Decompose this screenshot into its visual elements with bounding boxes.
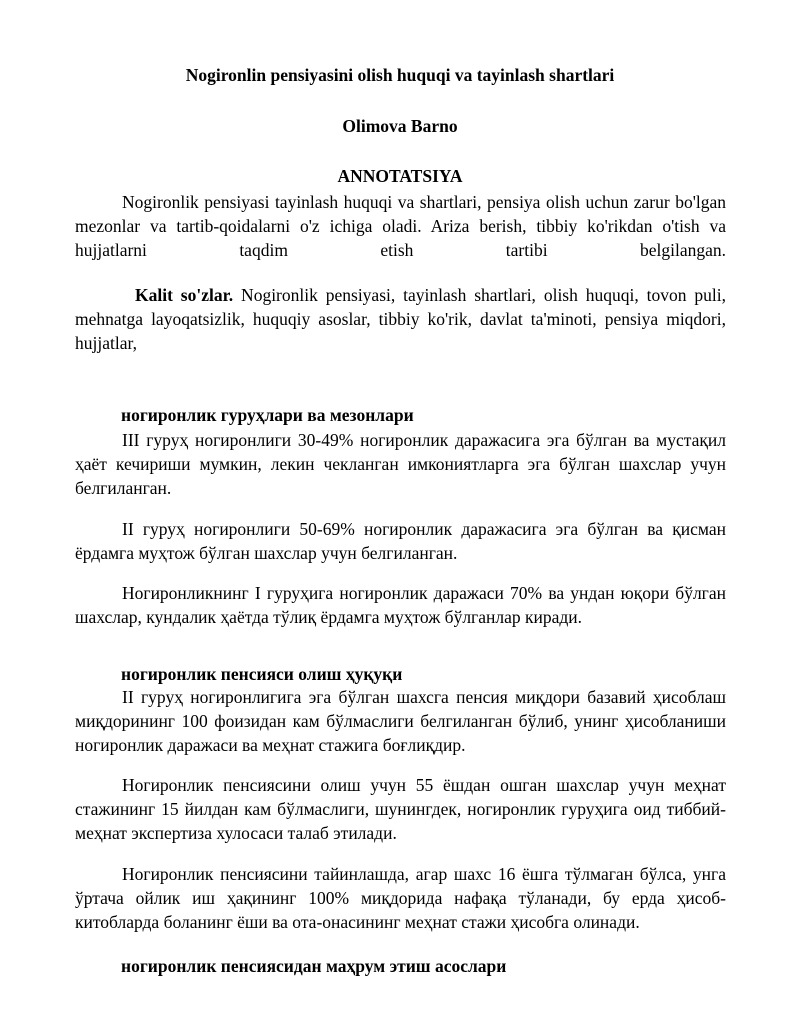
section-heading: ногиронлик гуруҳлари ва мезонлари — [121, 405, 414, 425]
author-name: Olimova Barno — [342, 116, 458, 136]
document-title: Nogironlin pensiyasini olish huquqi va tayinlash shartlari — [185, 65, 615, 85]
section-paragraph: II гуруҳ ногиронлиги 50-69% ногиронлик даражасига эга бўлган ва қисман ёрдамга муҳтож бўлган шахслар учун белгиланган. — [75, 519, 726, 563]
section-heading: ногиронлик пенсиясидан маҳрум этиш асослари — [121, 956, 507, 976]
section-heading: ногиронлик пенсияси олиш ҳуқуқи — [121, 664, 403, 684]
annotation-heading: ANNOTATSIYA — [337, 166, 463, 186]
section-paragraph: Ногиронлик пенсиясини тайинлашда, агар шахс 16 ёшга тўлмаган бўлса, унга ўртача ойлик иш ҳақининг 100% миқдорида нафақа тўланади, бу ерда ҳисоб-китобларда боланинг ёши ва ота-онасининг меҳнат стажи ҳисобга олинади. — [75, 864, 726, 932]
section-paragraph: II гуруҳ ногиронлигига эга бўлган шахсга пенсия миқдори базавий ҳисоблаш миқдорининг 100 фоизидан кам бўлмаслиги белгиланган бўлиб, унинг ҳисобланиши ногиронлик даражаси ва меҳнат стажига боғлиқдир. — [75, 687, 726, 755]
keywords-text: Nogironlik pensiyasi, tayinlash shartlari, olish huquqi, tovon puli, mehnatga layoqatsizlik, huquqiy asoslar, tibbiy ko'rik, davlat ta'minoti, pensiya miqdori, hujjatlar, — [75, 285, 726, 353]
section-paragraph: Ногиронликнинг I гуруҳига ногиронлик даражаси 70% ва ундан юқори бўлган шахслар, кундалик ҳаётда тўлиқ ёрдамга муҳтож бўлганлар киради. — [75, 583, 726, 627]
keywords-label: Kalit so'zlar. — [135, 285, 234, 305]
keywords-paragraph — [75, 283, 726, 355]
annotation-text: Nogironlik pensiyasi tayinlash huquqi va shartlari, pensiya olish uchun zarur bo'lgan mezonlar va tartib-qoidalarni o'z ichiga oladi. Ariza berish, tibbiy ko'rikdan o'tish va hujjatlarni taqdim etish tartibi belgilangan. — [75, 192, 726, 260]
section-paragraph: III гуруҳ ногиронлиги 30-49% ногиронлик даражасига эга бўлган ва мустақил ҳаёт кечириши мумкин, лекин чекланган имкониятларга эга бўлган шахслар учун белгиланган. — [75, 430, 726, 498]
section-paragraph: Ногиронлик пенсиясини олиш учун 55 ёшдан ошган шахслар учун меҳнат стажининг 15 йилдан кам бўлмаслиги, шунингдек, ногиронлик гуруҳига оид тиббий-меҳнат экспертиза хулосаси талаб этилади. — [75, 775, 726, 843]
